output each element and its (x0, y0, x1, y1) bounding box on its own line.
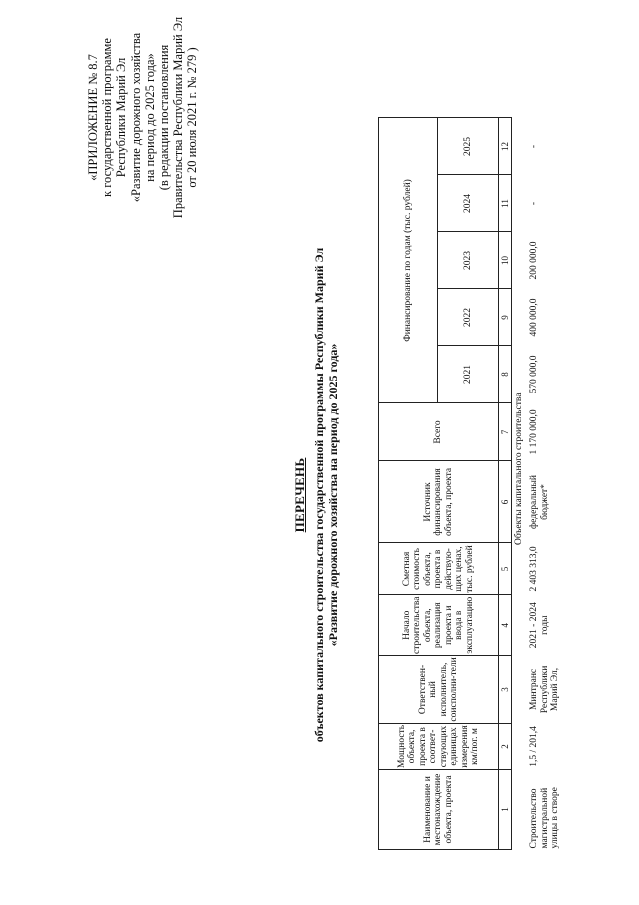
cell-total: 1 170 000,0 (529, 409, 539, 455)
header-capacity: Мощность объекта, проекта в соответ-ствующих единицах измерения км/пог. м (379, 723, 499, 769)
cell-2025: - (529, 144, 539, 149)
column-number: 12 (499, 118, 512, 175)
appendix-line: «Развитие дорожного хозяйства (128, 32, 143, 203)
document-title: ПЕРЕЧЕНЬ (292, 457, 307, 533)
subtitle-line: объектов капитального строительства государственной программы Республики Марий Эл (312, 247, 326, 743)
appendix-line: от 20 июля 2021 г. № 279 ) (185, 47, 200, 188)
column-number: 2 (499, 723, 512, 769)
column-number: 6 (499, 461, 512, 543)
appendix-line: Правительства Республики Марий Эл (171, 16, 186, 219)
header-year: 2022 (438, 289, 499, 346)
header-year: 2021 (438, 346, 499, 403)
cell-start: 2021 - 2024 годы (529, 602, 550, 649)
cell-cost: 2 403 313,0 (529, 546, 539, 592)
section-title: Объекты капитального строительства (513, 392, 524, 545)
header-source: Источник финансирования объекта, проекта (379, 461, 499, 543)
header-year: 2025 (438, 118, 499, 175)
column-number: 4 (499, 595, 512, 655)
appendix-line: Республики Марий Эл (114, 57, 129, 178)
appendix-line: на период до 2025 года» (142, 53, 157, 182)
column-number: 3 (499, 655, 512, 723)
table-gutter (379, 88, 512, 118)
cell-capacity: 1,5 / 201,4 (529, 726, 539, 767)
appendix-line: «ПРИЛОЖЕНИЕ № 8.7 (86, 54, 100, 181)
column-number: 8 (499, 346, 512, 403)
header-cost: Сметная стоимость объекта, проекта в действую-щих ценах, тыс. рублей (379, 543, 499, 595)
subtitle-line: «Развитие дорожного хозяйства на период до 2025 года» (326, 343, 340, 647)
column-number: 5 (499, 543, 512, 595)
cell-2022: 400 000,0 (529, 298, 539, 337)
cell-name: Строительство магистральной улицы в створе (529, 787, 560, 849)
document-subtitle (312, 145, 340, 845)
header-start: Начало строительства объекта, реализация проекта и ввода в эксплуатацию (379, 595, 499, 655)
appendix-line: (в редакции постановления (157, 44, 172, 191)
header-name: Наименование и местонахождение объекта, проекта (379, 770, 499, 850)
cell-gutter (526, 88, 575, 118)
column-number: 7 (499, 403, 512, 461)
cell-2023: 200 000,0 (529, 241, 539, 280)
column-number: 1 (499, 770, 512, 850)
header-financing: Финансирование по годам (тыс. рублей) (379, 118, 438, 403)
cell-2024: - (529, 201, 539, 206)
cell-executor: Минтранс Республики Марий Эл, (529, 665, 560, 714)
cell-2021: 570 000,0 (529, 355, 539, 394)
column-number: 10 (499, 232, 512, 289)
cell-source: федеральный бюджет* (529, 475, 550, 529)
header-total: Всего (379, 403, 499, 461)
header-executor: Ответствен-ный исполнитель, соисполни-тели (379, 655, 499, 723)
header-year: 2023 (438, 232, 499, 289)
objects-table (378, 88, 575, 850)
column-number: 11 (499, 175, 512, 232)
header-year: 2024 (438, 175, 499, 232)
appendix-block (86, 15, 200, 220)
appendix-line: к государственной программе (100, 38, 115, 197)
column-number: 9 (499, 289, 512, 346)
